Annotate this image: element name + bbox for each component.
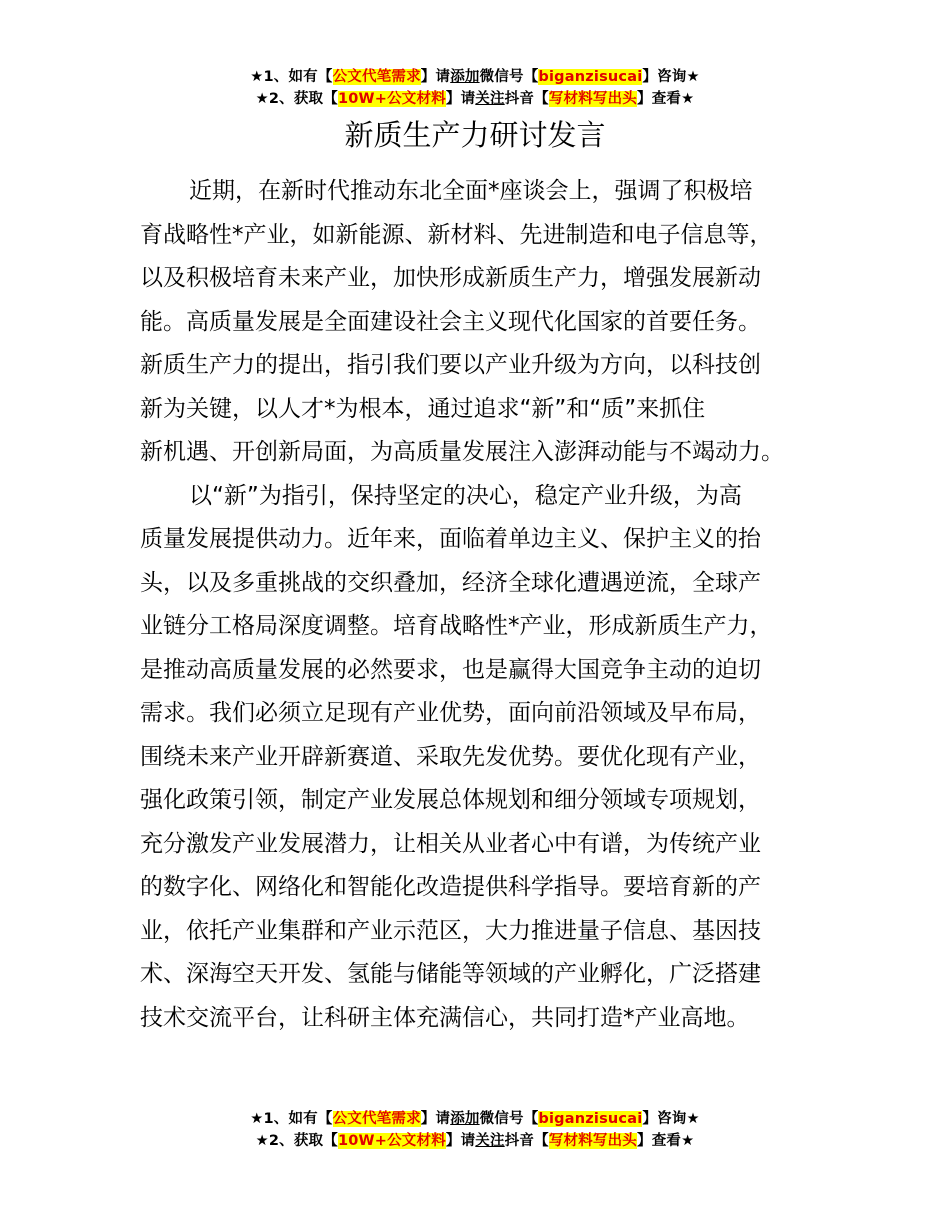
highlight-douyin-id: 写材料写出头 bbox=[548, 1133, 638, 1149]
highlight-wechat-id: biganzisucai bbox=[538, 1111, 643, 1127]
header-banner bbox=[0, 66, 950, 110]
highlight-materials: 10W+公文材料 bbox=[337, 1133, 446, 1149]
document-body bbox=[140, 170, 830, 1040]
footer-line-2: ★2、获取【10W+公文材料】请关注抖音【写材料写出头】查看★ bbox=[255, 1133, 695, 1149]
highlight-wechat-id: biganzisucai bbox=[538, 69, 643, 85]
document-title: 新质生产力研讨发言 bbox=[344, 118, 606, 152]
paragraph-2: 以“新”为指引，保持坚定的决心，稳定产业升级，为高 质量发展提供动力。近年来，面临着单边主义、保护主义的抬 头，以及多重挑战的交织叠加，经济全球化遭遇逆流，全球产 业链分工格局深度调整。培育战略性*产业，形成新质生产力， 是推动高质量发展的必然要求，也是赢得大国竞争主动的迫切 需求。我们必须立足现有产业优势，面向前沿领域及早布局， 围绕未来产业开辟新赛道、采取先发优势。要优化现有产业， 强化政策引领，制定产业发展总体规划和细分领域专项规划， 充分激发产业发展潜力，让相关从业者心中有谱，为传统产业 的数字化、网络化和智能化改造提供科学指导。要培育新的产 业，依托产业集群和产业示范区，大力推进量子信息、基因技 术、深海空天开发、氢能与储能等领域的产业孵化，广泛搭建 技术交流平台，让科研主体充满信心，共同打造*产业高地。 bbox=[140, 482, 773, 1031]
footer-banner bbox=[0, 1108, 950, 1152]
footer-line-1: ★1、如有【公文代笔需求】请添加微信号【biganzisucai】咨询★ bbox=[250, 1111, 700, 1127]
highlight-service: 公文代笔需求 bbox=[332, 1111, 421, 1127]
highlight-materials: 10W+公文材料 bbox=[337, 91, 446, 107]
paragraph-1: 近期，在新时代推动东北全面*座谈会上，强调了积极培 育战略性*产业，如新能源、新材料、先进制造和电子信息等， 以及积极培育未来产业，加快形成新质生产力，增强发展新动 能。高质量发展是全面建设社会主义现代化国家的首要任务。 新质生产力的提出，指引我们要以产业升级为方向，以科技创 新为关键，以人才*为根本，通过追求“新”和“质”来抓住 新机遇、开创新局面，为高质量发展注入澎湃动能与不竭动力。 bbox=[140, 178, 784, 465]
banner-line-1: ★1、如有【公文代笔需求】请添加微信号【biganzisucai】咨询★ bbox=[250, 69, 700, 85]
highlight-service: 公文代笔需求 bbox=[332, 69, 421, 85]
banner-line-2: ★2、获取【10W+公文材料】请关注抖音【写材料写出头】查看★ bbox=[255, 91, 695, 107]
highlight-douyin-id: 写材料写出头 bbox=[548, 91, 638, 107]
